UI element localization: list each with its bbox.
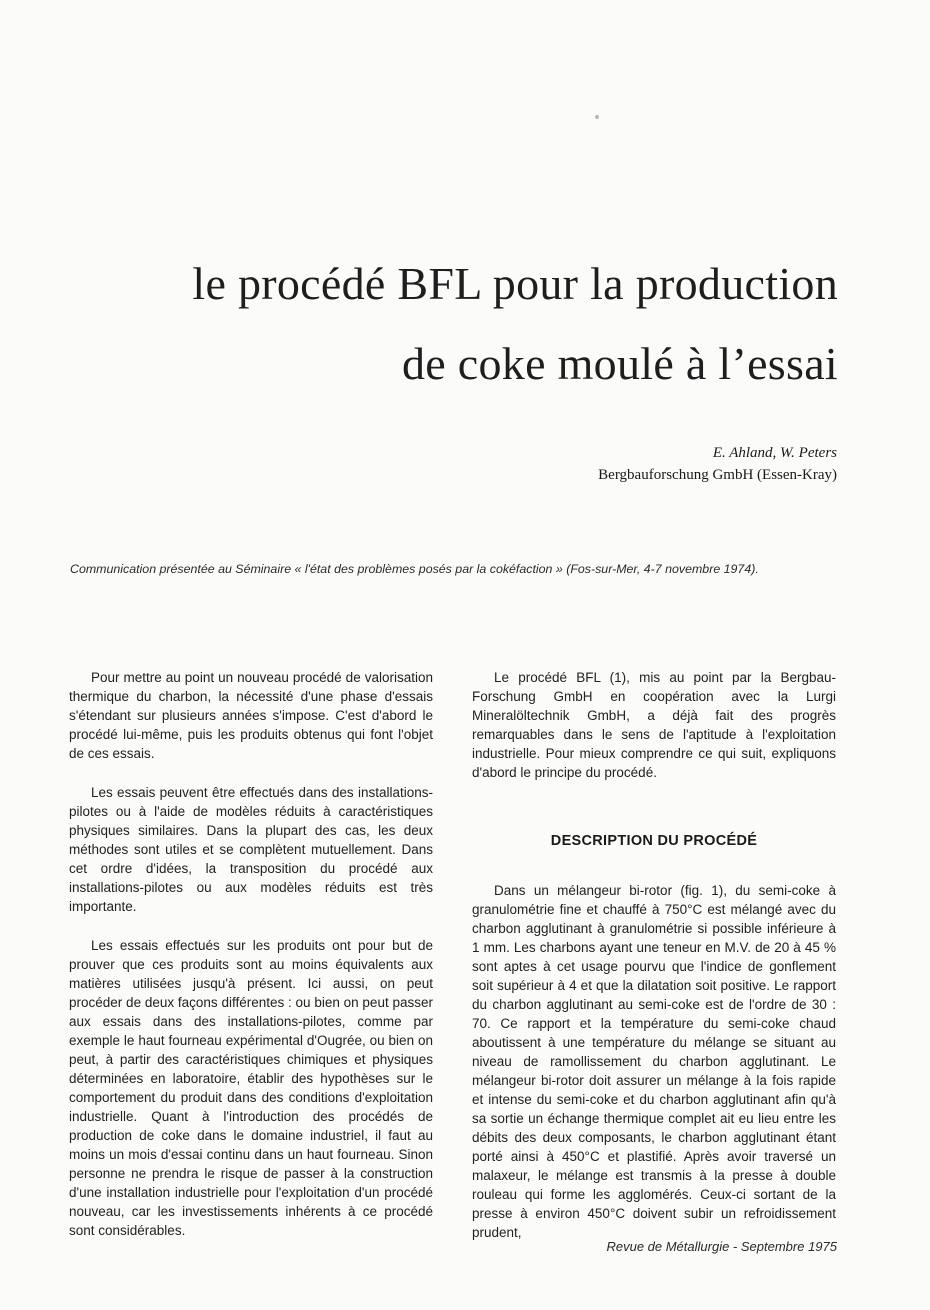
left-paragraph-2: Les essais peuvent être effectués dans des installations-pilotes ou à l'aide de modèles réduits à caractéristiques physiques similaires. Dans la plupart des cas, les deux méthodes sont utiles et se complètent mutuellement. Dans cet ordre d'idées, la transposition du procédé aux installations-pilotes ou aux modèles réduits est très importante. — [69, 785, 433, 914]
right-body-paragraph: Dans un mélangeur bi-rotor (fig. 1), du semi-coke à granulométrie fine et chauffé à 750°C est mélangé avec du charbon agglutinant à granulométrie si possible inférieure à 1 mm. Les charbons ayant une teneur en M.V. de 20 à 45 % sont aptes à cet usage pourvu que l'indice de gonflement soit supérieur à 4 et que la dilatation soit positive. Le rapport du charbon agglutinant au semi-coke est de l'ordre de 30 : 70. Ce rapport et la température du semi-coke chaud aboutissent à une température du mélange se situant au niveau de ramollissement du charbon agglutinant. Le mélangeur bi-rotor doit assurer un mélange à la fois rapide et intense du semi-coke et du charbon agglutinant afin qu'à sa sortie un échange thermique complet ait eu lieu entre les débits des deux composants, le charbon agglutinant étant porté ainsi à 450°C et plastifié. Après avoir traversé un malaxeur, le mélange est transmis à la presse à double rouleau qui forme les agglomérés. Ceux-ci sortant de la presse à environ 450°C doivent subir un refroidissement prudent, — [472, 883, 836, 1240]
section-heading: DESCRIPTION DU PROCÉDÉ — [550, 833, 758, 849]
right-intro-paragraph: Le procédé BFL (1), mis au point par la Bergbau-Forschung GmbH en coopération avec la Lurgi Mineralöltechnik GmbH, a déjà fait des progrès remarquables dans le sens de l'aptitude à l'exploitation industrielle. Pour mieux comprendre ce qui suit, expliquons d'abord le principe du procédé. — [472, 670, 836, 780]
author-names: E. Ahland, W. Peters — [712, 445, 837, 461]
author-affiliation: Bergbauforschung GmbH (Essen-Kray) — [598, 467, 837, 483]
title-line-1: le procédé BFL pour la production — [192, 258, 838, 309]
left-paragraph-3: Les essais effectués sur les produits ont pour but de prouver que ces produits sont au moins équivalents aux matières utilisées jusqu'à présent. Ici aussi, on peut procéder de deux façons différentes : ou bien on peut passer aux essais dans des installations-pilotes, comme par exemple le haut fourneau expérimental d'Ougrée, ou bien on peut, à partir des caractéristiques chimiques et physiques déterminées en laboratoire, établir des hypothèses sur le comportement du produit dans des conditions d'exploitation industrielle. Quant à l'introduction des procédés de production de coke dans le domaine industriel, il faut au moins un mois d'essai continu dans un haut fourneau. Sinon personne ne prendra le risque de passer à la construction d'une installation industrielle pour l'exploitation d'un procédé nouveau, car les investissements inhérents à ce procédé sont considérables. — [69, 938, 433, 1238]
title-line-2: de coke moulé à l’essai — [401, 338, 838, 389]
left-paragraph-1: Pour mettre au point un nouveau procédé de valorisation thermique du charbon, la nécessité d'une phase d'essais s'étendant sur plusieurs années s'impose. C'est d'abord le procédé lui-même, puis les produits obtenus qui font l'objet de ces essais. — [69, 670, 433, 761]
left-column — [69, 668, 433, 1260]
right-column — [472, 668, 836, 1262]
communication-note: Communication présentée au Séminaire « l'état des problèmes posés par la cokéfaction » (Fos-sur-Mer, 4-7 novembre 1974). — [70, 562, 759, 576]
author-block — [598, 442, 837, 486]
scan-speck — [595, 115, 599, 119]
article-title — [38, 244, 838, 404]
page-footer: Revue de Métallurgie - Septembre 1975 — [606, 1239, 837, 1254]
